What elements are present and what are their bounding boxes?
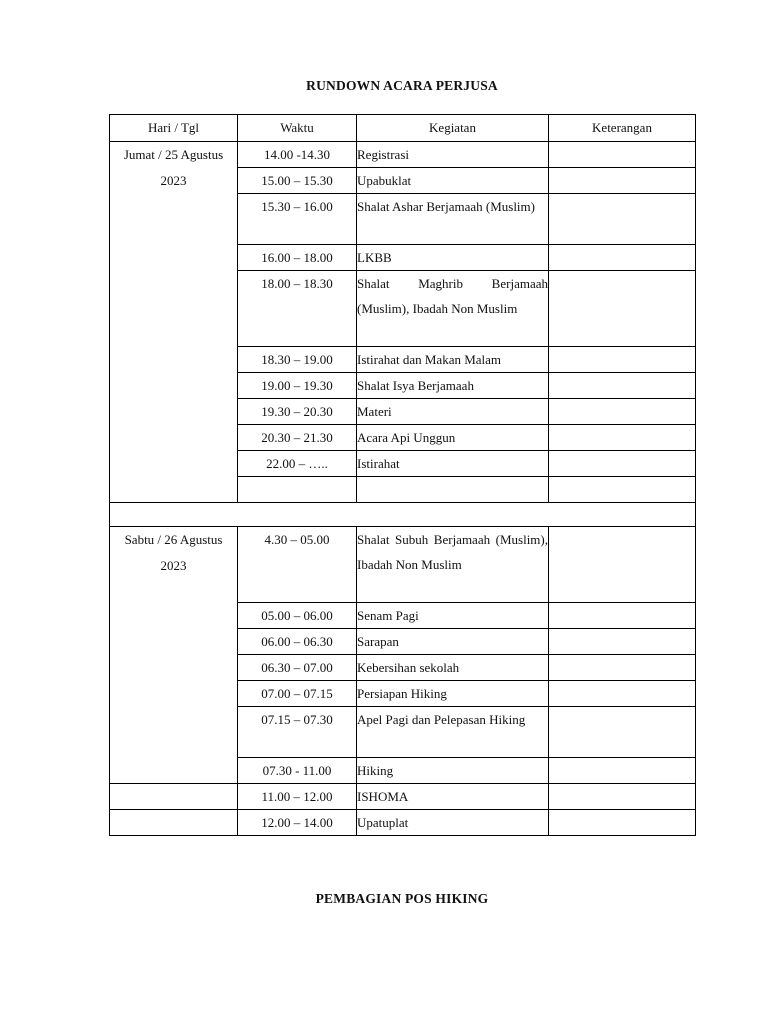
time-cell: 06.00 – 06.30 (238, 629, 357, 655)
activity-cell: Persiapan Hiking (357, 681, 549, 707)
note-cell (549, 603, 696, 629)
time-cell: 22.00 – ….. (238, 451, 357, 477)
time-cell: 19.00 – 19.30 (238, 373, 357, 399)
header-activity: Kegiatan (357, 115, 549, 142)
note-cell (549, 399, 696, 425)
header-time: Waktu (238, 115, 357, 142)
note-cell (549, 758, 696, 784)
activity-cell: Upatuplat (357, 810, 549, 836)
day-cell-sabtu: Sabtu / 26 Agustus 2023 (110, 527, 238, 784)
document-title: RUNDOWN ACARA PERJUSA (306, 78, 498, 93)
table-row (110, 810, 696, 836)
note-cell (549, 477, 696, 503)
activity-cell: Shalat Subuh Berjamaah (Muslim), Ibadah Non Muslim (357, 527, 549, 603)
spacer-row (110, 503, 696, 527)
note-cell (549, 681, 696, 707)
time-cell (238, 477, 357, 503)
time-cell: 19.30 – 20.30 (238, 399, 357, 425)
activity-cell: Shalat Isya Berjamaah (357, 373, 549, 399)
time-cell: 07.00 – 07.15 (238, 681, 357, 707)
rundown-table (109, 114, 696, 836)
time-cell: 18.00 – 18.30 (238, 271, 357, 347)
note-cell (549, 784, 696, 810)
activity-cell: Registrasi (357, 142, 549, 168)
activity-cell: LKBB (357, 245, 549, 271)
activity-cell: Hiking (357, 758, 549, 784)
activity-cell: ISHOMA (357, 784, 549, 810)
note-cell (549, 194, 696, 245)
time-cell: 18.30 – 19.00 (238, 347, 357, 373)
header-row (110, 115, 696, 142)
note-cell (549, 271, 696, 347)
day-cell-empty (110, 784, 238, 810)
note-cell (549, 373, 696, 399)
time-cell: 05.00 – 06.00 (238, 603, 357, 629)
day-cell-empty (110, 810, 238, 836)
time-cell: 11.00 – 12.00 (238, 784, 357, 810)
time-cell: 16.00 – 18.00 (238, 245, 357, 271)
header-day: Hari / Tgl (110, 115, 238, 142)
time-cell: 07.30 - 11.00 (238, 758, 357, 784)
note-cell (549, 425, 696, 451)
time-cell: 15.00 – 15.30 (238, 168, 357, 194)
header-note: Keterangan (549, 115, 696, 142)
table-row (110, 784, 696, 810)
note-cell (549, 451, 696, 477)
note-cell (549, 245, 696, 271)
table-row (110, 527, 696, 603)
activity-cell: Istirahat dan Makan Malam (357, 347, 549, 373)
activity-cell: Materi (357, 399, 549, 425)
activity-cell: Senam Pagi (357, 603, 549, 629)
table-row (110, 142, 696, 168)
time-cell: 06.30 – 07.00 (238, 655, 357, 681)
note-cell (549, 707, 696, 758)
activity-cell: Kebersihan sekolah (357, 655, 549, 681)
time-cell: 15.30 – 16.00 (238, 194, 357, 245)
time-cell: 20.30 – 21.30 (238, 425, 357, 451)
note-cell (549, 629, 696, 655)
activity-cell: Upabuklat (357, 168, 549, 194)
time-cell: 12.00 – 14.00 (238, 810, 357, 836)
time-cell: 4.30 – 05.00 (238, 527, 357, 603)
activity-cell: Acara Api Unggun (357, 425, 549, 451)
note-cell (549, 810, 696, 836)
activity-cell: Shalat Ashar Berjamaah (Muslim) (357, 194, 549, 245)
note-cell (549, 142, 696, 168)
note-cell (549, 655, 696, 681)
note-cell (549, 527, 696, 603)
note-cell (549, 347, 696, 373)
day-cell-jumat: Jumat / 25 Agustus 2023 (110, 142, 238, 503)
spacer-cell (110, 503, 696, 527)
time-cell: 14.00 -14.30 (238, 142, 357, 168)
activity-cell: Istirahat (357, 451, 549, 477)
time-cell: 07.15 – 07.30 (238, 707, 357, 758)
activity-cell: Shalat Maghrib Berjamaah (Muslim), Ibadah Non Muslim (357, 271, 549, 347)
section-title: PEMBAGIAN POS HIKING (315, 891, 489, 906)
activity-cell: Apel Pagi dan Pelepasan Hiking (357, 707, 549, 758)
activity-cell (357, 477, 549, 503)
note-cell (549, 168, 696, 194)
activity-cell: Sarapan (357, 629, 549, 655)
